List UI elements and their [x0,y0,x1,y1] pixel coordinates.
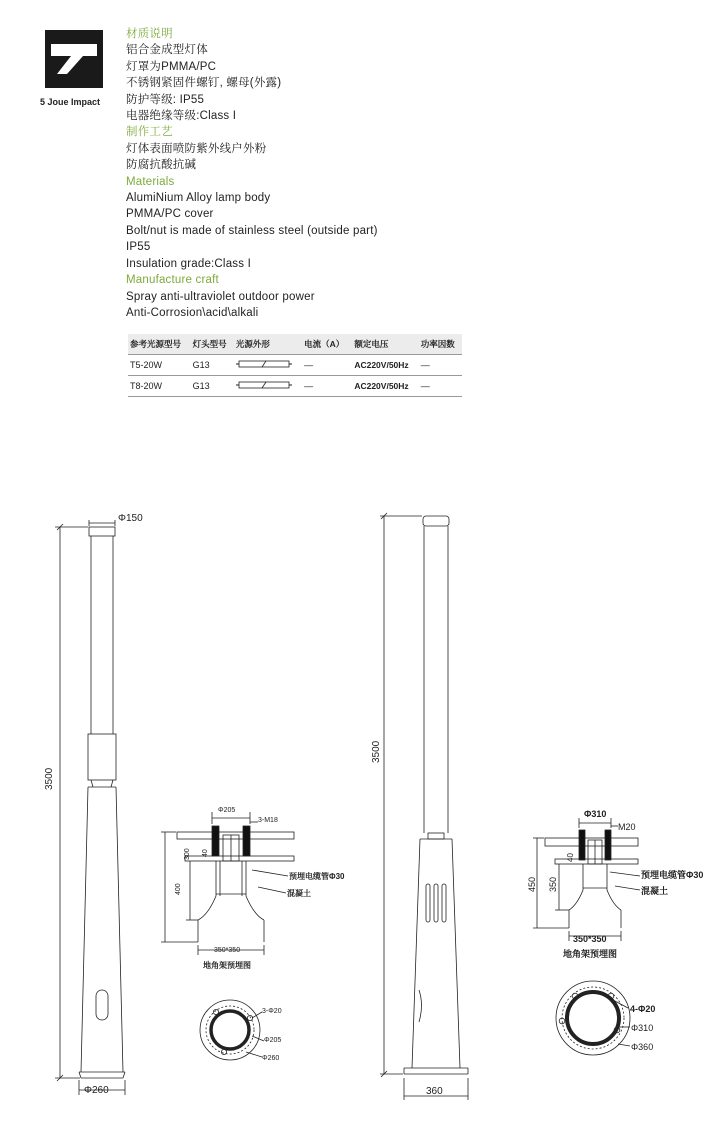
left-base-diameter: Φ260 [84,1085,109,1096]
cell-base: G13 [191,355,234,376]
right-concrete-label: 混凝土 [641,886,669,896]
left-pole [79,527,125,1078]
spec-line: 防腐抗酸抗碱 [126,159,197,172]
left-pole-dimensions [55,520,125,1095]
spec-line: Insulation grade:Class I [126,257,251,270]
right-dim-450: 450 [527,876,537,892]
spec-line: IP55 [126,241,151,254]
spec-line: 制作工艺 [126,126,173,139]
right-outer: Φ360 [631,1042,654,1052]
spec-line: 灯罩为PMMA/PC [126,60,217,73]
left-base-size: 350*350 [214,947,241,954]
right-height: 3500 [371,740,382,763]
left-outer: Φ260 [262,1055,280,1062]
spec-line: PMMA/PC cover [126,208,214,221]
right-bolt: M20 [618,822,636,832]
brand-name: 5 Joue Impact [40,97,101,107]
left-concrete-label: 混凝土 [287,889,311,898]
left-dim-205: Φ205 [218,807,236,814]
right-base-size: 350*350 [573,934,607,944]
spec-line: 材质说明 [126,28,173,40]
spec-line: AlumiNium Alloy lamp body [126,192,271,205]
left-dim-300: 300 [184,848,191,860]
cell-current: — [302,355,352,376]
left-dim-400: 400 [175,883,182,895]
spec-line: 铝合金成型灯体 [126,44,208,57]
column-header: 参考光源型号 [128,334,191,355]
cell-voltage: AC220V/50Hz [352,376,418,397]
left-cable-label: 预埋电缆管Φ30 [289,872,345,881]
spec-line: Anti-Corrosion\acid\alkali [126,306,259,319]
column-header: 额定电压 [352,334,418,355]
right-flange [556,981,630,1055]
left-holes: 3-Φ20 [262,1008,282,1015]
right-dim-310: Φ310 [584,809,607,819]
spec-line: 灯体表面喷防紫外线户外粉 [126,142,267,155]
right-cable-label: 预埋电缆管Φ30 [641,870,704,880]
right-caption: 地角架预埋图 [563,949,618,959]
spec-line: Manufacture craft [126,274,219,287]
right-pcd: Φ310 [631,1023,654,1033]
spec-line: 电器绝缘等级:Class I [126,110,237,123]
cell-current: — [302,376,352,397]
left-caption: 地角架预埋图 [203,961,251,970]
column-header: 光源外形 [234,334,302,355]
spec-line: 不锈钢紧固件螺钉, 螺母(外露) [126,77,282,90]
left-pcd: Φ205 [264,1037,282,1044]
spec-line: Materials [126,175,175,188]
column-header: 功率因数 [419,334,462,355]
left-bolt: 3-M18 [258,817,278,824]
left-top-diameter: Φ150 [118,513,143,524]
spec-line: Spray anti-ultraviolet outdoor power [126,290,315,303]
spec-line: 防护等级: IP55 [126,93,205,106]
cell-model: T5-20W [128,355,191,376]
cell-pf: — [419,376,462,397]
cell-base: G13 [191,376,234,397]
right-holes: 4-Φ20 [630,1004,656,1014]
right-base-diameter: 360 [426,1086,443,1097]
left-flange [200,1000,264,1060]
column-header: 灯头型号 [191,334,234,355]
spec-line: Bolt/nut is made of stainless steel (outside part) [126,224,378,237]
left-dim-40: 40 [202,849,209,857]
cell-voltage: AC220V/50Hz [352,355,418,376]
left-height: 3500 [44,767,55,790]
column-header: 电流（A） [302,334,352,355]
right-pole [404,516,468,1074]
right-dim-40: 40 [566,853,575,862]
cell-model: T8-20W [128,376,191,397]
right-dim-350: 350 [548,876,558,892]
cell-pf: — [419,355,462,376]
